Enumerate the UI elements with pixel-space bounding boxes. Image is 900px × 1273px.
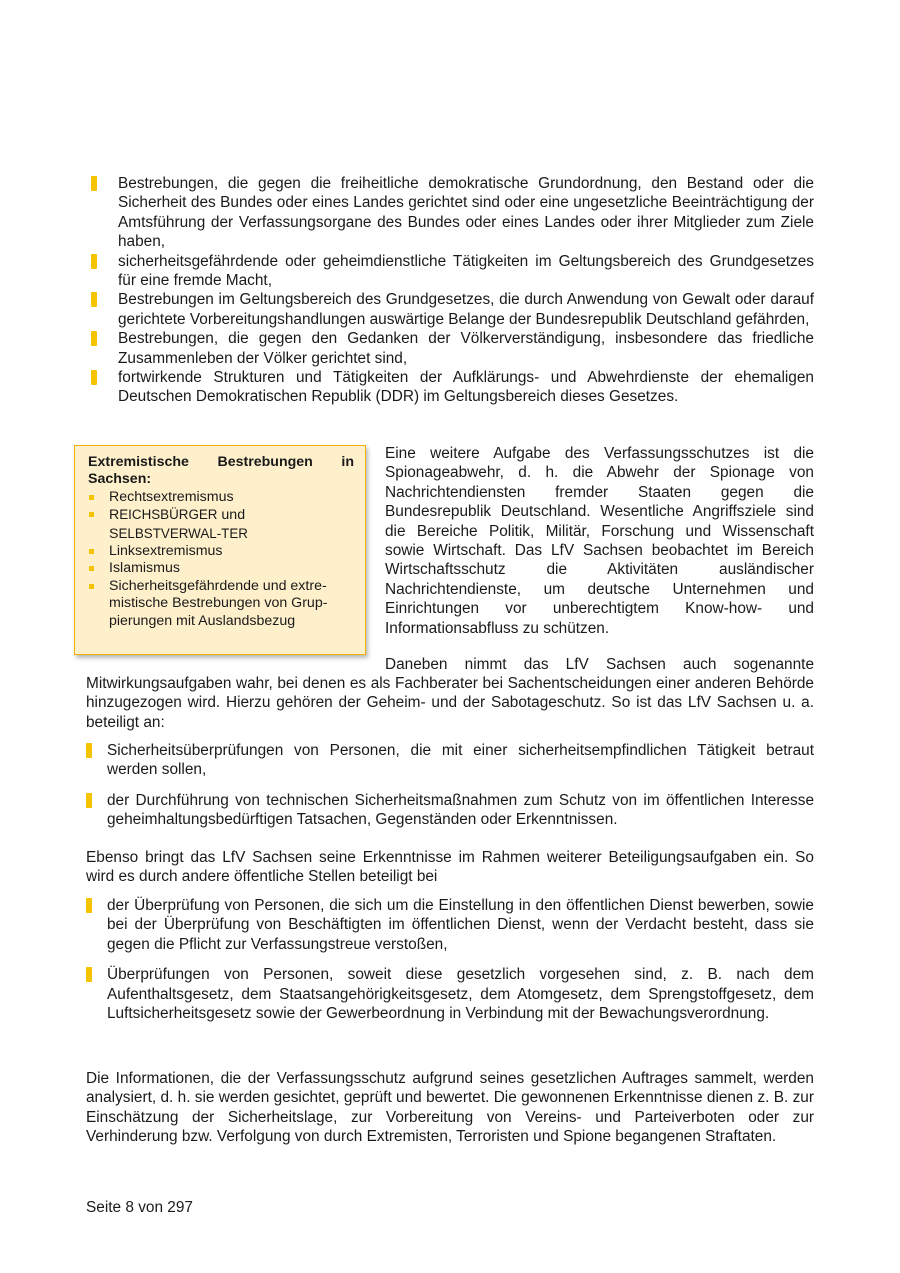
bullet-marker <box>86 898 92 913</box>
list-item: Bestrebungen im Geltungsbereich des Grundgesetzes, die durch Anwendung von Gewalt oder darauf gerichtete Vorbereitungshandlungen auswärtige Belange der Bundesrepublik Deutschland gefährden, <box>86 290 814 329</box>
mitwirkung-list <box>86 741 814 841</box>
beteiligung-list <box>86 896 814 1034</box>
square-bullet <box>89 549 94 554</box>
list-item: fortwirkende Strukturen und Tätigkeiten der Aufklärungs- und Abwehrdienste der ehemaligen Deutschen Demokratischen Republik (DDR) im Geltungsbereich dieses Gesetzes. <box>86 368 814 407</box>
bullet-marker <box>86 743 92 758</box>
list-item: sicherheitsgefährdende oder geheimdienstliche Tätigkeiten im Geltungsbereich des Grundgesetzes für eine fremde Macht, <box>86 252 814 291</box>
bullet-marker <box>91 176 97 191</box>
page-number: Seite 8 von 297 <box>86 1199 193 1216</box>
bullet-marker <box>86 793 92 808</box>
square-bullet <box>89 566 94 571</box>
tasks-list <box>86 174 814 407</box>
spionage-paragraph: Eine weitere Aufgabe des Verfassungsschutzes ist die Spionageabwehr, d. h. die Abwehr der Spionage von Nachrichtendiensten fremder Staaten gegen die Bundesrepublik Deutschland. Wesentliche Angriffsziele sind die Bereiche Politik, Militär, Forschung und Wissenschaft sowie Wirtschaft. Das LfV Sachsen beobachtet im Bereich Wirtschaftsschutz die Aktivitäten ausländischer Nachrichtendienste, um deutsche Unternehmen und Einrichtungen vor unberechtigtem Know-how- und Informationsabfluss zu schützen. <box>385 445 814 637</box>
bullet-marker <box>91 254 97 269</box>
square-bullet <box>89 584 94 589</box>
list-item: Überprüfungen von Personen, soweit diese gesetzlich vorgesehen sind, z. B. nach dem Aufenthaltsgesetz, dem Staatsangehörigkeitsgesetz, dem Atomgesetz, dem Sprengstoffgesetz, dem Luftsicherheitsgesetz sowie der Gewerbeordnung in Verbindung mit der Bewachungsverordnung. <box>86 965 814 1023</box>
mitwirkung-first-line: Daneben nimmt das LfV Sachsen auch sogenannte <box>385 656 814 673</box>
extremism-info-box <box>74 445 366 655</box>
info-box-item: Rechtsextremismus <box>88 489 354 506</box>
list-item: Sicherheitsüberprüfungen von Personen, die mit einer sicherheitsempfindlichen Tätigkeit betraut werden sollen, <box>86 741 814 780</box>
info-box-item: Linksextremismus <box>88 543 354 560</box>
info-box-title: Extremistische Bestrebungen in Sachsen: <box>88 454 354 488</box>
list-item: Bestrebungen, die gegen den Gedanken der Völkerverständigung, insbesondere das friedliche Zusammenleben der Völker gerichtet sind, <box>86 329 814 368</box>
informationen-paragraph: Die Informationen, die der Verfassungsschutz aufgrund seines gesetzlichen Auftrages sammelt, werden analysiert, d. h. sie werden gesichtet, geprüft und bewertet. Die gewonnenen Erkenntnisse dienen z. B. zur Einschätzung der Sicherheitslage, zur Vorbereitung von Vereins- und Parteiverboten oder zur Verhinderung bzw. Verfolgung von durch Extremisten, Terroristen und Spione begangenen Straftaten. <box>86 1070 814 1146</box>
info-box-item: Islamismus <box>88 560 354 577</box>
info-box-item: REICHSBÜRGER und SELBSTVERWAL-TER <box>88 506 354 543</box>
bullet-marker <box>86 967 92 982</box>
bullet-marker <box>91 292 97 307</box>
bullet-marker <box>91 370 97 385</box>
list-item: Bestrebungen, die gegen die freiheitliche demokratische Grundordnung, den Bestand oder die Sicherheit des Bundes oder eines Landes gerichtet sind oder eine ungesetzliche Beeinträchtigung der Amtsführung der Verfassungsorgane des Bundes oder eines Landes oder ihrer Mitglieder zum Ziele haben, <box>86 174 814 252</box>
square-bullet <box>89 495 94 500</box>
square-bullet <box>89 512 94 517</box>
mitwirkung-paragraph: Mitwirkungsaufgaben wahr, bei denen es als Fachberater bei Sachentscheidungen einer anderen Behörde hinzugezogen wird. Hierzu gehören der Geheim- und der Sabotageschutz. So ist das LfV Sachsen u. a. beteiligt an: <box>86 675 814 731</box>
info-box-item: Sicherheitsgefährdende und extre-mistische Bestrebungen von Grup-pierungen mit Auslandsbezug <box>88 578 354 630</box>
beteiligung-paragraph: Ebenso bringt das LfV Sachsen seine Erkenntnisse im Rahmen weiterer Beteiligungsaufgaben ein. So wird es durch andere öffentliche Stellen beteiligt bei <box>86 849 814 886</box>
list-item: der Durchführung von technischen Sicherheitsmaßnahmen zum Schutz von im öffentlichen Interesse geheimhaltungsbedürftigen Tatsachen, Gegenständen oder Erkenntnissen. <box>86 791 814 830</box>
info-box-list <box>88 489 354 630</box>
list-item: der Überprüfung von Personen, die sich um die Einstellung in den öffentlichen Dienst bewerben, sowie bei der Überprüfung von Beschäftigten im öffentlichen Dienst, wenn der Verdacht besteht, dass sie gegen die Pflicht zur Verfassungstreue verstoßen, <box>86 896 814 954</box>
bullet-marker <box>91 331 97 346</box>
